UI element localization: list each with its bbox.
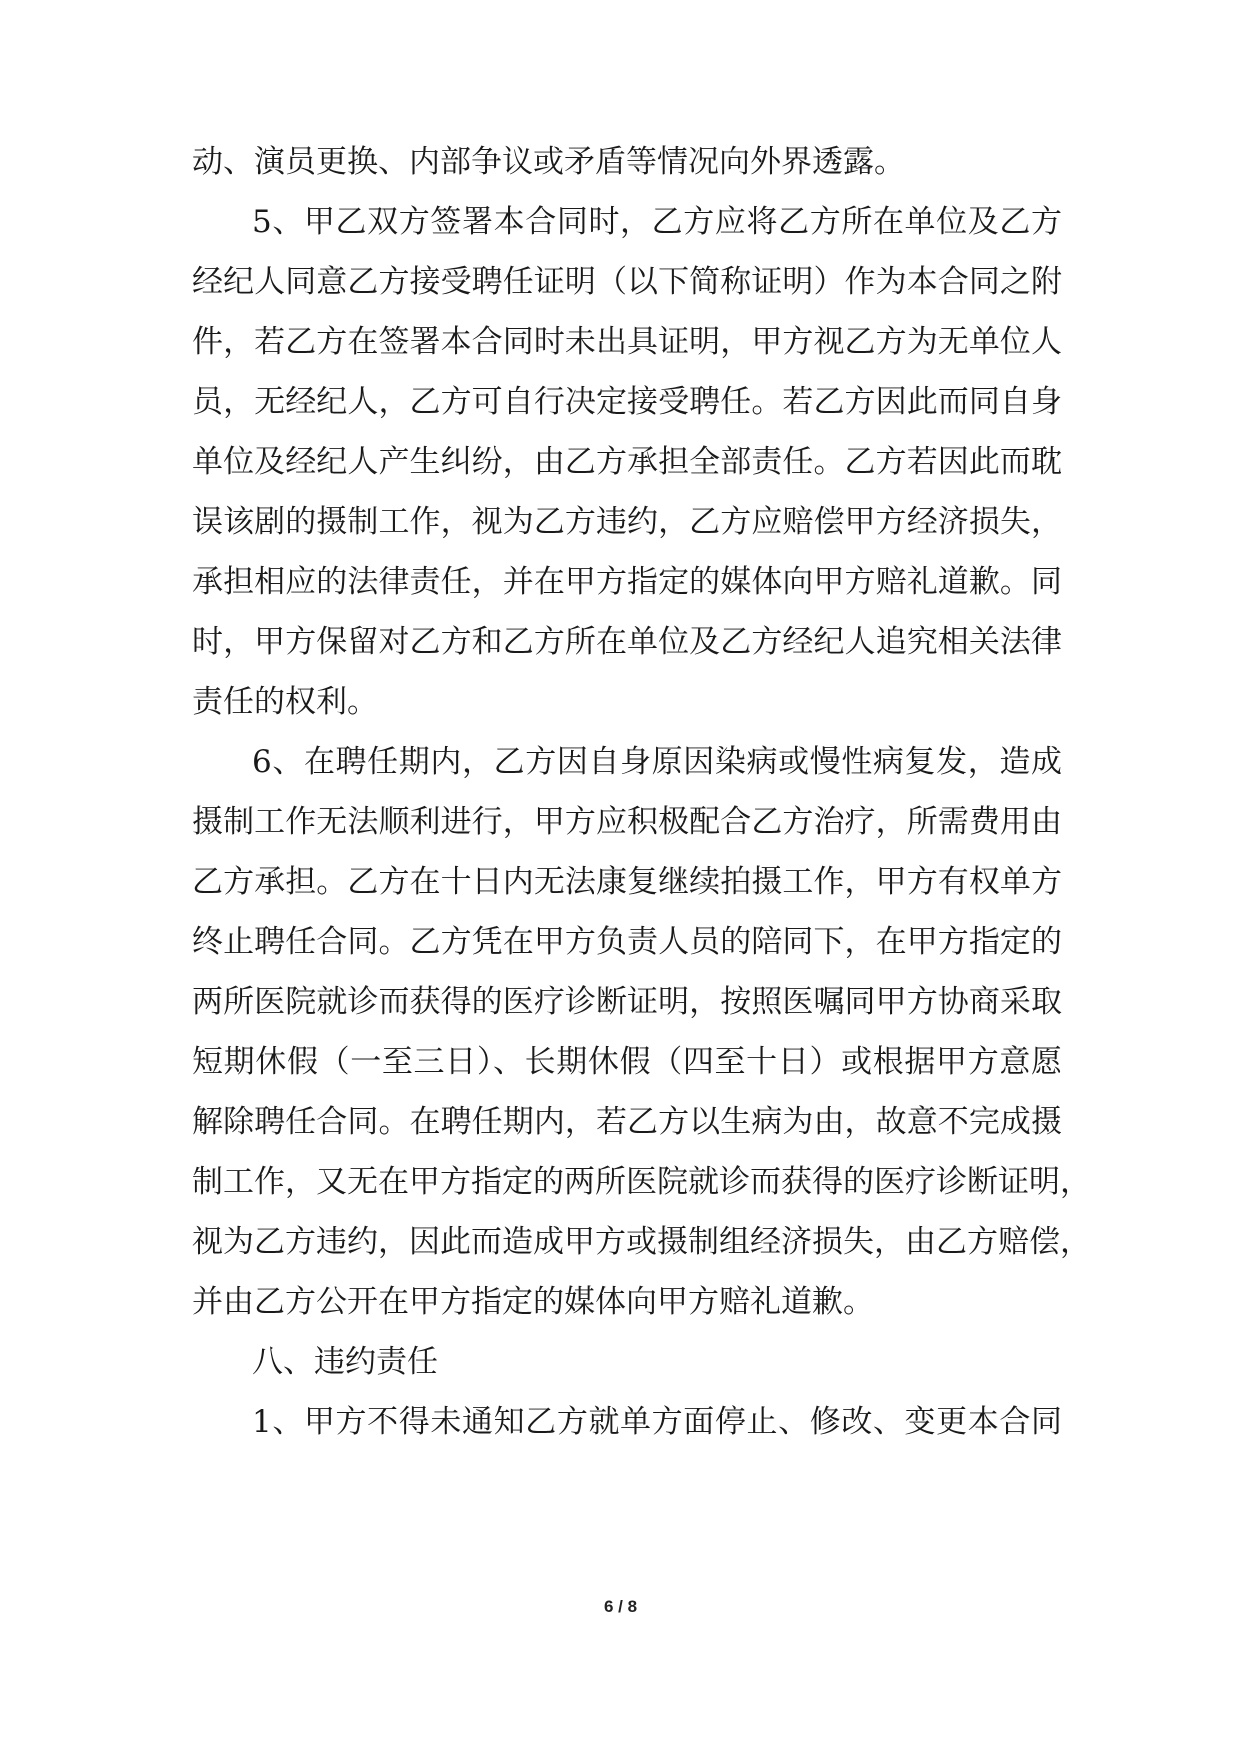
paragraph-line: 经纪人同意乙方接受聘任证明（以下简称证明）作为本合同之附 — [192, 264, 1062, 300]
paragraph-line: 单位及经纪人产生纠纷，由乙方承担全部责任。乙方若因此而耽 — [192, 444, 1062, 480]
paragraph-line: 6、在聘任期内，乙方因自身原因染病或慢性病复发，造成 — [252, 744, 1062, 780]
paragraph-line: 件，若乙方在签署本合同时未出具证明，甲方视乙方为无单位人 — [192, 324, 1062, 360]
paragraph-line: 员，无经纪人，乙方可自行决定接受聘任。若乙方因此而同自身 — [192, 384, 1062, 420]
paragraph-line: 解除聘任合同。在聘任期内，若乙方以生病为由，故意不完成摄 — [192, 1104, 1062, 1140]
section-heading: 八、违约责任 — [252, 1344, 438, 1380]
page-number: 6 / 8 — [603, 1597, 638, 1616]
paragraph-line: 动、演员更换、内部争议或矛盾等情况向外界透露。 — [192, 144, 905, 180]
paragraph-line: 5、甲乙双方签署本合同时，乙方应将乙方所在单位及乙方 — [252, 204, 1062, 240]
paragraph-line: 1、甲方不得未通知乙方就单方面停止、修改、变更本合同 — [252, 1404, 1062, 1440]
paragraph-line: 摄制工作无法顺利进行，甲方应积极配合乙方治疗，所需费用由 — [192, 804, 1062, 840]
paragraph-line: 并由乙方公开在甲方指定的媒体向甲方赔礼道歉。 — [192, 1284, 874, 1320]
paragraph-line: 短期休假（一至三日）、长期休假（四至十日）或根据甲方意愿 — [192, 1044, 1062, 1080]
paragraph-line: 制工作，又无在甲方指定的两所医院就诊而获得的医疗诊断证明， — [192, 1164, 1091, 1200]
paragraph-line: 乙方承担。乙方在十日内无法康复继续拍摄工作，甲方有权单方 — [192, 864, 1062, 900]
paragraph-line: 终止聘任合同。乙方凭在甲方负责人员的陪同下，在甲方指定的 — [192, 924, 1062, 960]
paragraph-line: 误该剧的摄制工作，视为乙方违约，乙方应赔偿甲方经济损失， — [192, 504, 1062, 540]
paragraph-line: 时，甲方保留对乙方和乙方所在单位及乙方经纪人追究相关法律 — [192, 624, 1062, 660]
paragraph-line: 两所医院就诊而获得的医疗诊断证明，按照医嘱同甲方协商采取 — [192, 984, 1062, 1020]
paragraph-line: 承担相应的法律责任，并在甲方指定的媒体向甲方赔礼道歉。同 — [192, 564, 1062, 600]
paragraph-line: 责任的权利。 — [192, 684, 378, 720]
paragraph-line: 视为乙方违约，因此而造成甲方或摄制组经济损失，由乙方赔偿， — [192, 1224, 1091, 1260]
